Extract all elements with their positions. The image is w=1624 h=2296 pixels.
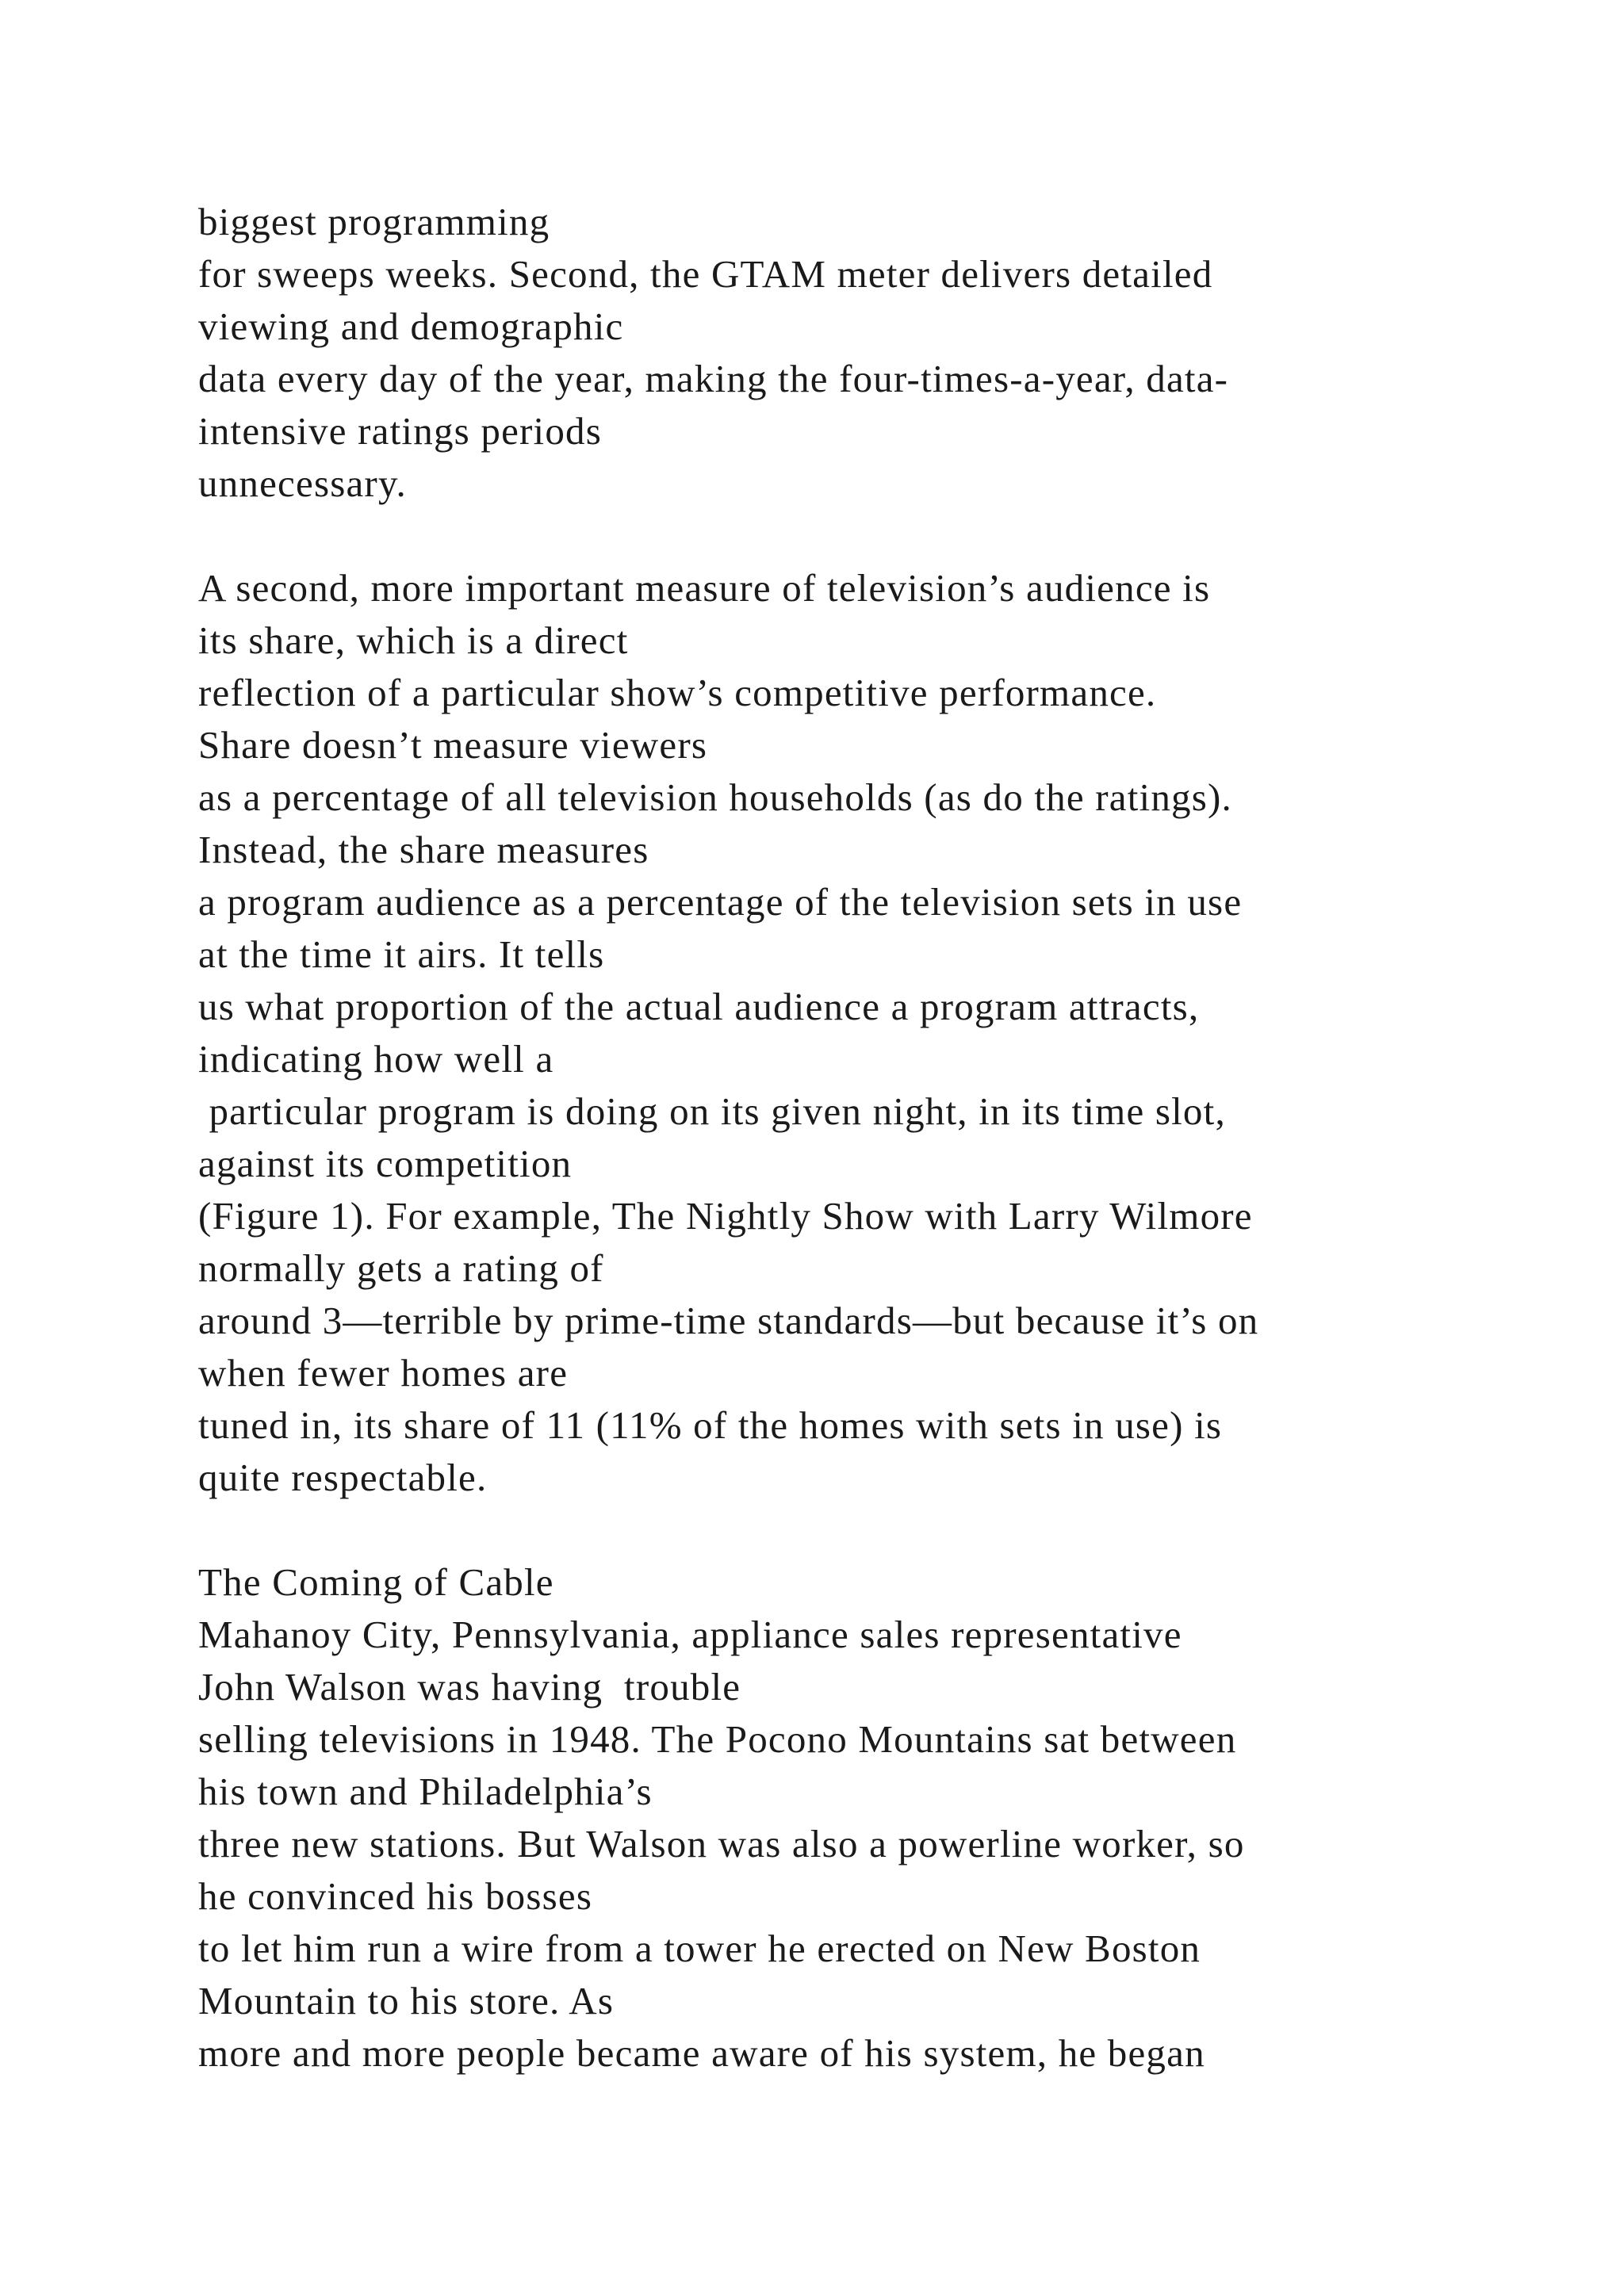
- text-line: as a percentage of all television households (as do the ratings).: [198, 775, 1232, 819]
- blank-line: [198, 510, 1594, 562]
- document-body-text: [198, 196, 1594, 2080]
- text-line: biggest programming: [198, 200, 550, 243]
- text-line: (Figure 1). For example, The Nightly Show with Larry Wilmore: [198, 1194, 1253, 1238]
- text-line: particular program is doing on its given night, in its time slot,: [198, 1089, 1226, 1133]
- blank-line: [198, 1504, 1594, 1556]
- text-line: Instead, the share measures: [198, 828, 649, 871]
- text-line: to let him run a wire from a tower he erected on New Boston: [198, 1927, 1201, 1970]
- text-line: he convinced his bosses: [198, 1874, 593, 1918]
- text-line: a program audience as a percentage of the television sets in use: [198, 880, 1243, 924]
- text-line: intensive ratings periods: [198, 409, 603, 453]
- text-line: data every day of the year, making the four-times-a-year, data-: [198, 357, 1229, 400]
- text-line: three new stations. But Walson was also a powerline worker, so: [198, 1822, 1245, 1866]
- text-line: more and more people became aware of his system, he began: [198, 2031, 1205, 2075]
- text-line: when fewer homes are: [198, 1351, 569, 1395]
- text-line: selling televisions in 1948. The Pocono Mountains sat between: [198, 1717, 1237, 1761]
- text-line: viewing and demographic: [198, 304, 624, 348]
- text-line: around 3—terrible by prime-time standards—but because it’s on: [198, 1299, 1259, 1342]
- text-line: reflection of a particular show’s competitive performance.: [198, 671, 1157, 714]
- text-line: against its competition: [198, 1142, 573, 1185]
- text-line: Mountain to his store. As: [198, 1979, 615, 2022]
- text-line: for sweeps weeks. Second, the GTAM meter delivers detailed: [198, 252, 1213, 296]
- text-line: Share doesn’t measure viewers: [198, 723, 708, 767]
- text-line: A second, more important measure of television’s audience is: [198, 566, 1211, 610]
- text-line: his town and Philadelphia’s: [198, 1770, 653, 1813]
- text-line: at the time it airs. It tells: [198, 932, 605, 976]
- text-line: normally gets a rating of: [198, 1246, 604, 1290]
- text-line: unnecessary.: [198, 461, 407, 505]
- text-line: indicating how well a: [198, 1037, 554, 1081]
- text-line: its share, which is a direct: [198, 618, 629, 662]
- text-line: us what proportion of the actual audience a program attracts,: [198, 985, 1200, 1028]
- text-line: Mahanoy City, Pennsylvania, appliance sales representative: [198, 1613, 1182, 1656]
- text-line: John Walson was having trouble: [198, 1665, 741, 1709]
- text-line: tuned in, its share of 11 (11% of the homes with sets in use) is: [198, 1403, 1223, 1447]
- text-line: quite respectable.: [198, 1456, 488, 1499]
- section-heading: The Coming of Cable: [198, 1560, 554, 1604]
